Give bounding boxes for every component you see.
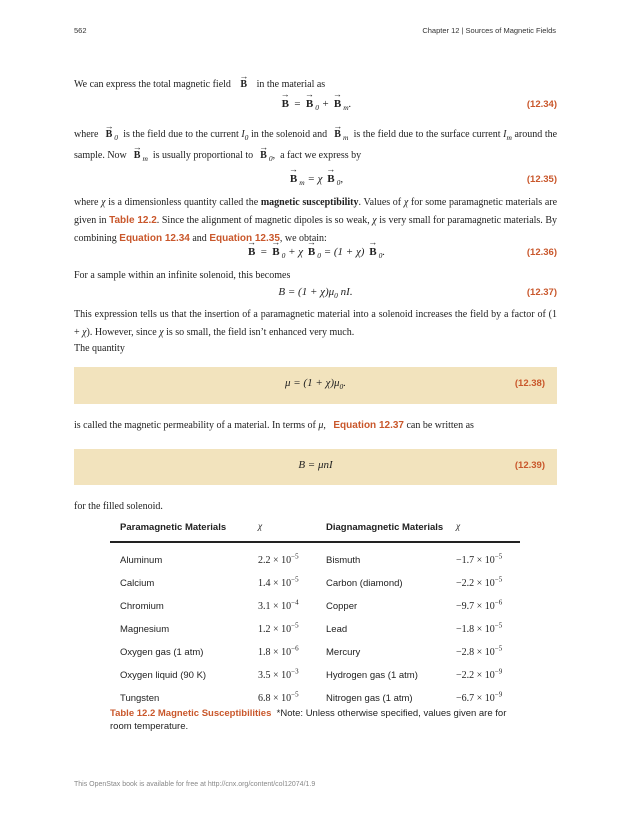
text: in the solenoid and: [251, 129, 328, 140]
text: . Values of: [358, 197, 402, 208]
column-header: Diagnamagnetic Materials: [316, 513, 446, 542]
table-12-2-link[interactable]: Table 12.2: [109, 215, 157, 226]
text: is a dimensionless quantity called the: [108, 197, 259, 208]
material-name: Aluminum: [120, 555, 163, 566]
text: . However, since: [89, 327, 157, 338]
material-name: Nitrogen gas (1 atm): [326, 693, 413, 704]
susceptibility-value: $-6.7 \times 10^{-9}$: [456, 690, 503, 704]
text: is usually proportional to: [152, 150, 254, 161]
text: a fact we express by: [280, 150, 362, 161]
equation-12-39-box: B = μnI (12.39): [74, 449, 557, 485]
text: is called the magnetic permeability of a material. In terms of: [74, 420, 316, 431]
susceptibility-value: $-1.7 \times 10^{-5}$: [456, 552, 503, 566]
text: , we obtain:: [279, 233, 327, 244]
paragraph-solenoid: For a sample within an infinite solenoid, this becomes: [74, 270, 291, 281]
material-name: Hydrogen gas (1 atm): [326, 670, 418, 681]
text: can be written as: [406, 420, 474, 431]
material-name: Oxygen gas (1 atm): [120, 647, 204, 658]
column-header: χ: [446, 513, 520, 542]
text: for some paramagnetic materials are given in: [74, 197, 558, 226]
caption-text: *Note: Unless otherwise specified, values given are for room temperature.: [110, 708, 507, 732]
footer: This OpenStax book is available for free at http://cnx.org/content/col12074/1.9: [74, 781, 316, 788]
equation-12-35: → B $_m$ = χ → B $_0$, (12.35): [74, 171, 557, 191]
table-row: [110, 612, 520, 635]
table-row: [110, 566, 520, 589]
susceptibility-value: $3.1 \times 10^{-4}$: [258, 598, 299, 612]
material-name: Carbon (diamond): [326, 578, 403, 589]
column-header: Paramagnetic Materials: [110, 513, 248, 542]
material-name: Copper: [326, 601, 358, 612]
equation-12-38-box: $\mu = (1 + \chi)\mu_0$. (12.38): [74, 367, 557, 404]
paragraph-filled-solenoid: for the filled solenoid.: [74, 501, 163, 512]
equation-12-37-link[interactable]: Equation 12.37: [333, 420, 404, 431]
susceptibility-value: $1.2 \times 10^{-5}$: [258, 621, 299, 635]
text: is so small, the field isn’t enhanced very much.: [166, 327, 355, 338]
text: is very small for paramagnetic materials. By combining: [74, 215, 558, 244]
table-row: [110, 542, 520, 566]
table-row: [110, 635, 520, 658]
susceptibility-value: $2.2 \times 10^{-5}$: [258, 552, 299, 566]
text: is the field due to the surface current: [353, 129, 501, 140]
equation-12-34: → B = → B $_0$ + → B $_m$. (12.34): [74, 96, 557, 116]
term-magnetic-susceptibility: magnetic susceptibility: [260, 197, 359, 208]
paragraph-insertion: This expression tells us that the insertion of a paramagnetic material into a solenoid increases the field by a factor of (1 + χ). However, since χ is so small, the field isn’t enhanced very much.: [74, 309, 557, 338]
table-row: [110, 589, 520, 612]
page-number: 562: [74, 26, 87, 35]
caption-label: Table 12.2 Magnetic Susceptibilities: [110, 708, 272, 719]
paragraph-intro: We can express the total magnetic field → B in the material as: [74, 76, 557, 94]
equation-12-36: → B = → B $_0$ + χ → B $_0$ = (1 + χ) → B $_0$. (12.36): [74, 244, 557, 264]
susceptibility-value: $-2.8 \times 10^{-5}$: [456, 644, 503, 658]
susceptibility-value: $-2.2 \times 10^{-9}$: [456, 667, 503, 681]
equation-12-34-link[interactable]: Equation 12.34: [119, 233, 190, 244]
susceptibility-table: [110, 513, 520, 704]
paragraph-permeability: is called the magnetic permeability of a material. In terms of μ, Equation 12.37 can be written as: [74, 420, 474, 431]
paragraph-fields: where → B $_0$ is the field due to the current $I_0$ in the solenoid and → B $_m$ is the field due to the surface current $I_m$ around the sample. Now → B $_m$ is usually proportional to → B $_0$, a fact we express by: [74, 126, 557, 168]
susceptibility-value: $3.5 \times 10^{-3}$: [258, 667, 299, 681]
susceptibility-value: $-2.2 \times 10^{-5}$: [456, 575, 503, 589]
text: This expression tells us that the insertion of a paramagnetic material into a solenoid increases the field by a factor of: [74, 309, 546, 320]
text: where: [74, 129, 99, 140]
susceptibility-value: $-1.8 \times 10^{-5}$: [456, 621, 503, 635]
equation-number: (12.39): [514, 460, 545, 471]
susceptibility-value: $-9.7 \times 10^{-6}$: [456, 598, 503, 612]
table-header-row: [110, 513, 520, 542]
susceptibility-value: $6.8 \times 10^{-5}$: [258, 690, 299, 704]
equation-number: (12.34): [526, 99, 557, 110]
material-name: Calcium: [120, 578, 155, 589]
paragraph-susceptibility: where χ is a dimensionless quantity called the magnetic susceptibility. Values of χ for some paramagnetic materials are given in Table 12.2. Since the alignment of magnetic dipoles is so weak, χ is very small for paramagnetic materials. By combining Equation 12.34 and Equation 12.35, we obtain:: [74, 197, 558, 244]
material-name: Lead: [326, 624, 348, 635]
equation-number: (12.35): [526, 174, 557, 185]
table-row: [110, 658, 520, 681]
susceptibility-value: $1.4 \times 10^{-5}$: [258, 575, 299, 589]
column-header: χ: [248, 513, 316, 542]
equation-12-37: $B = (1 + \chi)\mu_0$ nI. (12.37): [278, 286, 557, 300]
material-name: Tungsten: [120, 693, 160, 704]
text: the sample. Now: [74, 129, 558, 161]
paragraph-quantity: The quantity: [74, 343, 125, 354]
chapter-header: Chapter 12 | Sources of Magnetic Fields: [422, 26, 556, 35]
material-name: Oxygen liquid (90 K): [120, 670, 207, 681]
text: in the material as: [256, 79, 326, 90]
susceptibility-value: $1.8 \times 10^{-6}$: [258, 644, 299, 658]
equation-12-35-link[interactable]: Equation 12.35: [209, 233, 280, 244]
equation-number: (12.37): [526, 287, 557, 298]
text: is the field due to the current: [123, 129, 239, 140]
text: We can express the total magnetic field: [74, 79, 231, 90]
material-name: Bismuth: [326, 555, 361, 566]
equation-number: (12.36): [526, 247, 557, 258]
material-name: Magnesium: [120, 624, 170, 635]
table-row: [110, 681, 520, 704]
table-caption: [110, 707, 525, 733]
material-name: Mercury: [326, 647, 361, 658]
text: . Since the alignment of magnetic dipoles is so weak,: [156, 215, 370, 226]
material-name: Chromium: [120, 601, 164, 612]
equation-number: (12.38): [514, 378, 545, 389]
text: around: [514, 129, 543, 140]
text: and: [192, 233, 207, 244]
text: where: [74, 197, 99, 208]
